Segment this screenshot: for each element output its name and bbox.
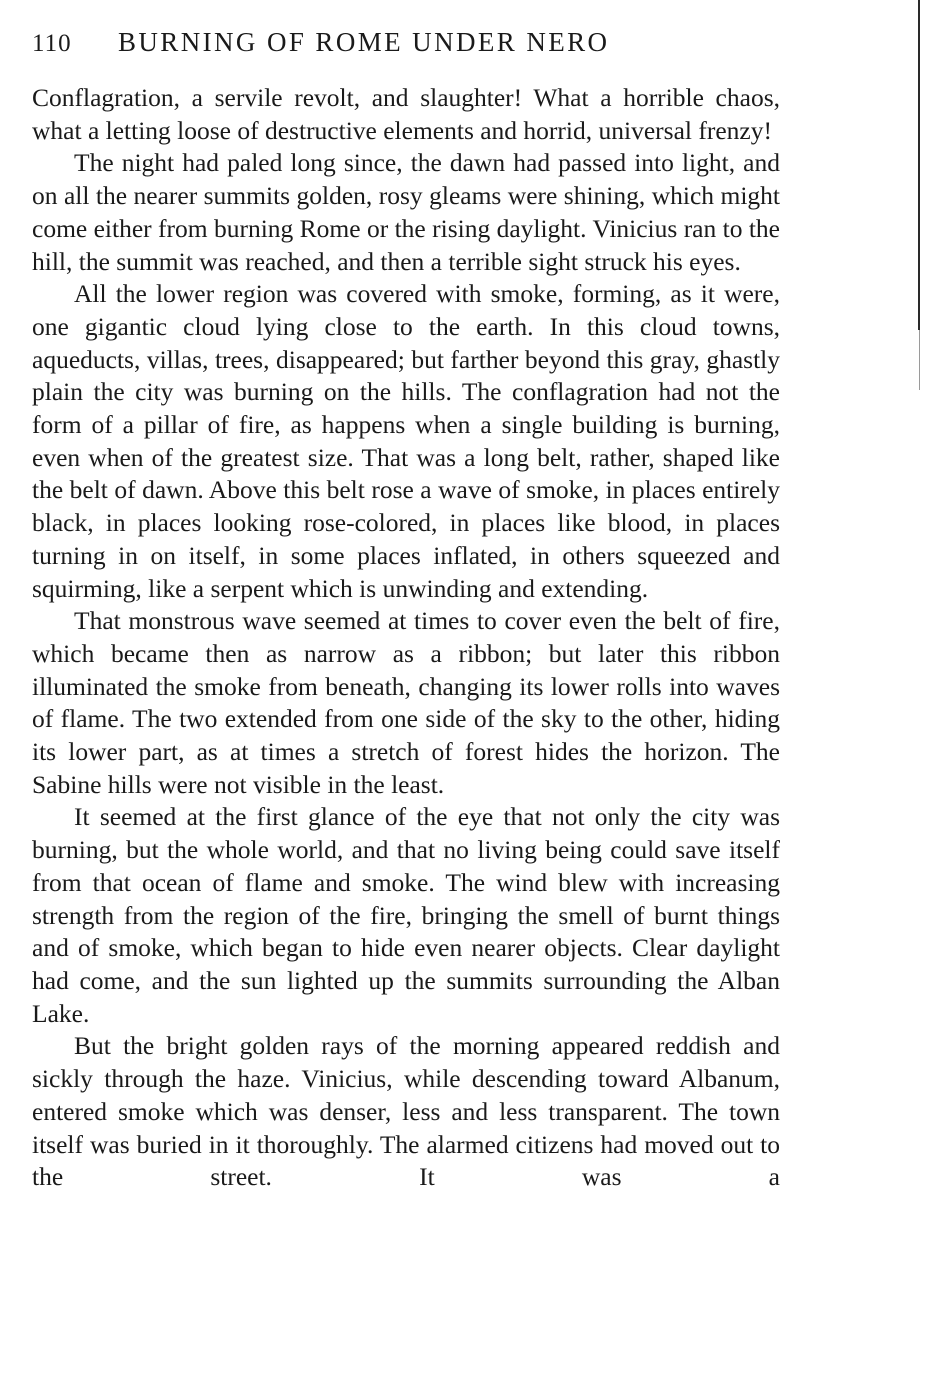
page-edge-rule-faint (919, 330, 920, 390)
running-head (32, 22, 780, 62)
running-title: BURNING OF ROME UNDER NERO (118, 27, 610, 57)
paragraph: The night had paled long since, the dawn had passed into light, and on all the nearer summits golden, rosy gleams were shining, which might come either from burning Rome or the rising daylight. Vinicius ran to the hill, the summit was reached, and then a terrible sight struck his eyes. (32, 148, 780, 276)
paragraph-continued: Conflagration, a servile revolt, and slaughter! What a horrible chaos, what a letting loose of destructive elements and horrid, universal frenzy! (32, 83, 780, 145)
body-text (32, 82, 780, 1194)
page-number: 110 (32, 30, 72, 57)
page-edge-rule (918, 0, 920, 330)
paragraph: All the lower region was covered with smoke, forming, as it were, one gigantic cloud lying close to the earth. In this cloud towns, aqueducts, villas, trees, disappeared; but farther beyond this gray, ghastly plain the city was burning on the hills. The conflagration had not the form of a pillar of fire, as happens when a single building is burning, even when of the greatest size. That was a long belt, rather, shaped like the belt of dawn. Above this belt rose a wave of smoke, in places entirely black, in places looking rose-colored, in places like blood, in places turning in on itself, in some places inflated, in others squeezed and squirming, like a serpent which is unwinding and extending. (32, 279, 780, 603)
paragraph: It seemed at the first glance of the eye that not only the city was burning, but the whole world, and that no living being could save itself from that ocean of flame and smoke. The wind blew with increasing strength from the region of the fire, bringing the smell of burnt things and of smoke, which began to hide even nearer objects. Clear daylight had come, and the sun lighted up the summits surrounding the Alban Lake. (32, 802, 780, 1028)
paragraph-continues: But the bright golden rays of the morning appeared reddish and sickly through the haze. Vinicius, while descending toward Albanum, entered smoke which was denser, less and less transparent. The town itself was buried in it thoroughly. The alarmed citizens had moved out to the street. It was a (32, 1031, 780, 1192)
paragraph: That monstrous wave seemed at times to cover even the belt of fire, which became then as narrow as a ribbon; but later this ribbon illuminated the smoke from beneath, changing its lower rolls into waves of flame. The two extended from one side of the sky to the other, hiding its lower part, as at times a stretch of forest hides the horizon. The Sabine hills were not visible in the least. (32, 606, 780, 799)
